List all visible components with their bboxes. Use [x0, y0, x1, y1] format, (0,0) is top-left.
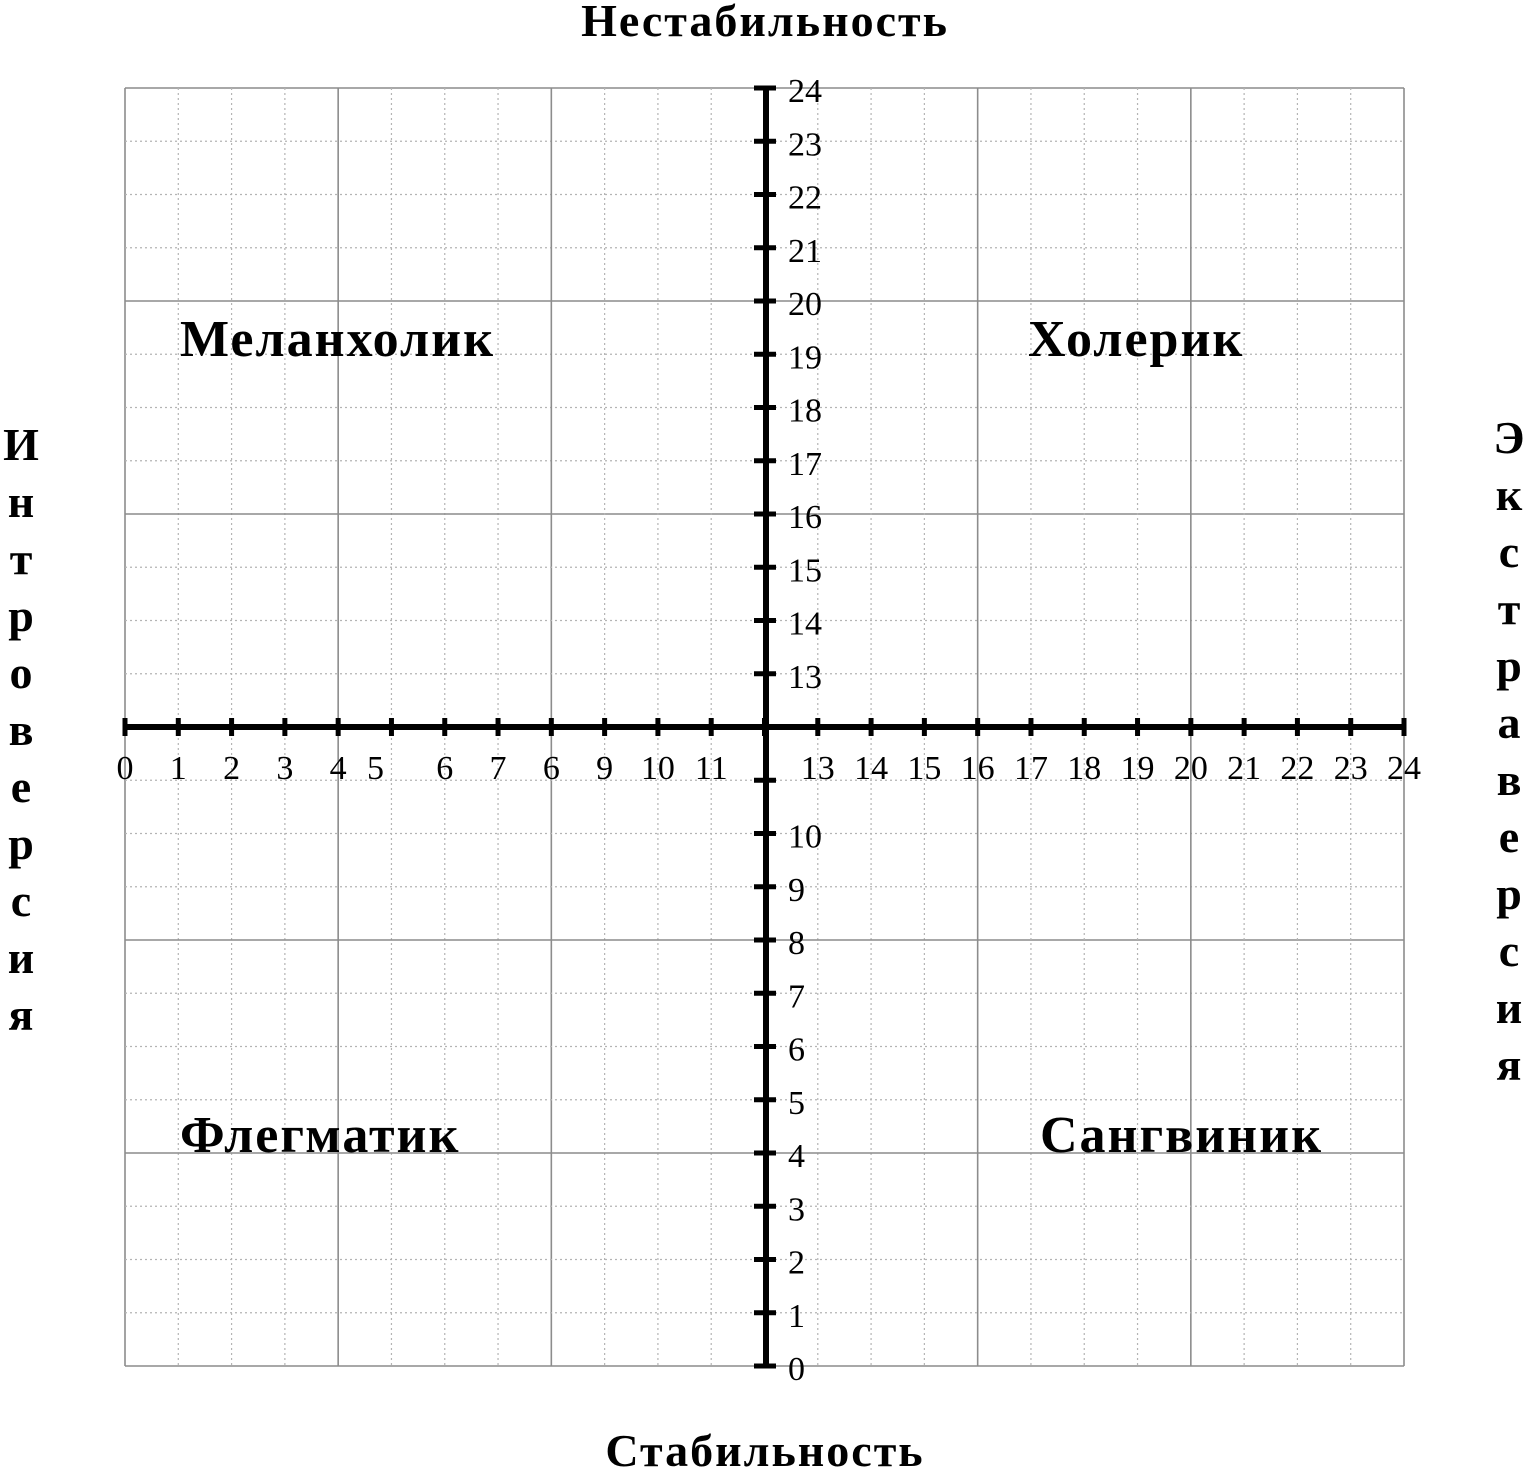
x-tick-label: 3	[276, 750, 294, 787]
x-tick-label: 24	[1387, 750, 1421, 787]
x-tick-label: 14	[854, 750, 889, 787]
y-tick-label: 10	[788, 818, 822, 856]
x-tick-label: 18	[1067, 750, 1102, 787]
y-tick-label: 2	[788, 1244, 805, 1282]
title-letter: т	[9, 533, 33, 584]
x-tick-label: 4	[329, 750, 347, 787]
quadrant-label-melancholic: Меланхолик	[180, 311, 496, 368]
title-letter: с	[10, 875, 32, 926]
x-tick-label: 23	[1333, 750, 1368, 787]
y-tick-label: 0	[788, 1351, 805, 1388]
y-tick-label: 8	[788, 925, 805, 962]
x-tick-label: 7	[489, 750, 507, 787]
x-tick-label: 9	[596, 750, 614, 787]
title-letter: р	[8, 590, 34, 641]
title-letter: в	[8, 704, 34, 755]
x-tick-label: 1	[169, 750, 187, 787]
title-stability: Стабильность	[605, 1425, 925, 1476]
title-letter: о	[9, 647, 33, 698]
y-tick-label: 3	[788, 1191, 805, 1229]
x-tick-label: 21	[1227, 750, 1262, 787]
y-tick-label: 24	[788, 73, 822, 110]
y-tick-label: 17	[788, 445, 822, 483]
y-tick-label: 15	[788, 552, 822, 590]
title-letter: с	[1498, 925, 1520, 976]
y-tick-label: 19	[788, 339, 822, 377]
title-letter: к	[1495, 469, 1523, 520]
x-tick-label: 19	[1120, 750, 1155, 787]
title-letter: с	[1498, 526, 1520, 577]
title-letter: т	[1497, 583, 1521, 634]
y-tick-label: 7	[788, 978, 805, 1016]
y-tick-label: 18	[788, 392, 822, 430]
title-instability: Нестабильность	[581, 0, 949, 46]
x-tick-label: 17	[1013, 750, 1048, 787]
title-letter: Э	[1493, 412, 1525, 463]
y-tick-label: 16	[788, 499, 822, 536]
title-letter: е	[1498, 811, 1520, 862]
y-tick-label: 20	[788, 286, 822, 323]
x-tick-label: 16	[960, 750, 995, 787]
title-letter: я	[8, 989, 34, 1040]
x-tick-label: 0	[116, 750, 134, 787]
title-letter: в	[1496, 754, 1522, 805]
y-tick-label: 9	[788, 871, 805, 909]
y-tick-label: 22	[788, 179, 822, 217]
x-tick-label: 13	[800, 750, 835, 787]
x-tick-label: 6	[542, 750, 560, 787]
title-letter: р	[1496, 640, 1522, 691]
title-letter: и	[1495, 982, 1523, 1033]
y-tick-label: 6	[788, 1031, 805, 1069]
quadrant-label-sanguine: Сангвиник	[1040, 1107, 1324, 1164]
y-tick-label: 4	[788, 1138, 805, 1175]
y-tick-label: 14	[788, 605, 822, 643]
x-tick-label: 2	[223, 750, 241, 787]
x-tick-label: 10	[640, 750, 675, 787]
y-tick-label: 13	[788, 658, 822, 696]
x-tick-label: 6	[436, 750, 454, 787]
title-letter: н	[7, 476, 35, 527]
x-tick-label: 20	[1173, 750, 1208, 787]
y-tick-label: 5	[788, 1084, 805, 1122]
title-letter: р	[8, 818, 34, 869]
title-letter: а	[1497, 697, 1521, 748]
x-tick-label: 5	[366, 750, 384, 787]
title-letter: и	[7, 932, 35, 983]
y-tick-label: 1	[788, 1297, 805, 1335]
title-letter: р	[1496, 868, 1522, 919]
quadrant-label-phlegmatic: Флегматик	[180, 1107, 461, 1164]
y-tick-label: 23	[788, 126, 822, 164]
title-letter: я	[1496, 1039, 1522, 1090]
title-letter: е	[10, 761, 32, 812]
x-tick-label: 22	[1280, 750, 1315, 787]
x-tick-label: 15	[907, 750, 942, 787]
x-tick-label: 11	[694, 750, 728, 787]
y-tick-label: 21	[788, 232, 822, 270]
title-letter: И	[3, 419, 39, 470]
quadrant-label-choleric: Холерик	[1028, 311, 1245, 368]
